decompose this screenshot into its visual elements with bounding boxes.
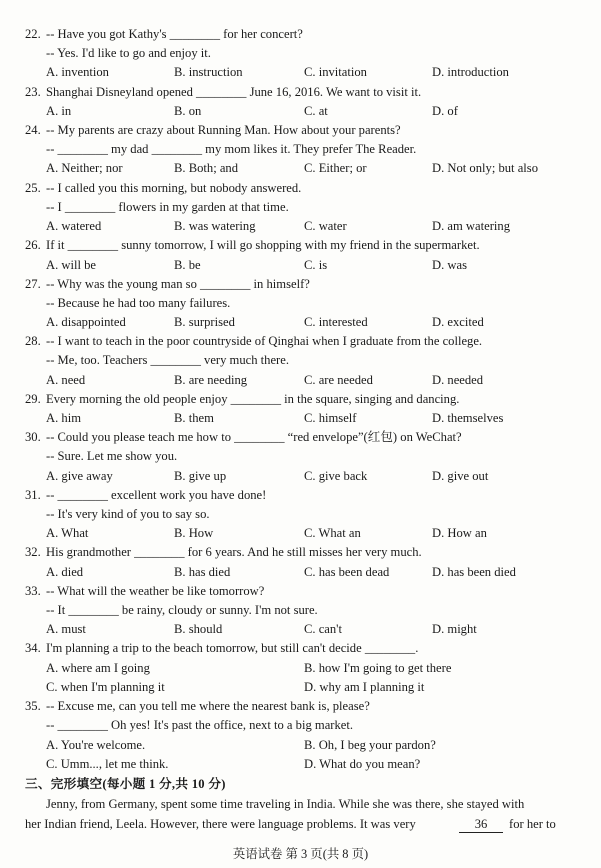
answer-option[interactable]: C. has been dead xyxy=(304,565,390,579)
answer-option[interactable]: A. died xyxy=(46,565,84,579)
answer-option[interactable]: A. where am I going xyxy=(46,661,150,675)
answer-option[interactable]: C. can't xyxy=(304,622,342,636)
question-stem: -- ________ excellent work you have done! xyxy=(46,488,267,502)
answer-option[interactable]: A. him xyxy=(46,411,81,425)
answer-option[interactable]: A. in xyxy=(46,104,72,118)
question-number: 31. xyxy=(25,488,41,502)
answer-option[interactable]: C. Umm..., let me think. xyxy=(46,757,169,771)
answer-option[interactable]: B. instruction xyxy=(174,65,243,79)
answer-option[interactable]: A. need xyxy=(46,373,86,387)
answer-option[interactable]: C. at xyxy=(304,104,328,118)
answer-option[interactable]: B. Both; and xyxy=(174,161,239,175)
question-number: 25. xyxy=(25,181,41,195)
answer-option[interactable]: B. how I'm going to get there xyxy=(304,661,452,675)
question-reply: -- Me, too. Teachers ________ very much there. xyxy=(46,353,289,367)
answer-option[interactable]: A. Neither; nor xyxy=(46,161,123,175)
answer-option[interactable]: B. them xyxy=(174,411,214,425)
answer-option[interactable]: B. was watering xyxy=(174,219,256,233)
answer-option[interactable]: C. invitation xyxy=(304,65,367,79)
answer-option[interactable]: B. has died xyxy=(174,565,231,579)
answer-option[interactable]: C. are needed xyxy=(304,373,373,387)
answer-option[interactable]: B. on xyxy=(174,104,202,118)
answer-option[interactable]: B. be xyxy=(174,258,201,272)
question-number: 29. xyxy=(25,392,41,406)
question-stem: If it ________ sunny tomorrow, I will go shopping with my friend in the supermarket. xyxy=(46,238,480,252)
question-number: 30. xyxy=(25,430,41,444)
question-reply: -- It's very kind of you to say so. xyxy=(46,507,210,521)
question-reply: -- It ________ be rainy, cloudy or sunny. I'm not sure. xyxy=(46,603,318,617)
answer-option[interactable]: B. How xyxy=(174,526,214,540)
question-stem: -- Could you please teach me how to ________ “red envelope”(红包) on WeChat? xyxy=(46,430,462,444)
answer-option[interactable]: B. should xyxy=(174,622,223,636)
answer-option[interactable]: C. give back xyxy=(304,469,368,483)
question-stem: Shanghai Disneyland opened ________ June 16, 2016. We want to visit it. xyxy=(46,85,422,99)
answer-option[interactable]: D. themselves xyxy=(432,411,504,425)
question-number: 27. xyxy=(25,277,41,291)
question-reply: -- ________ Oh yes! It's past the office, next to a big market. xyxy=(46,718,354,732)
answer-option[interactable]: C. What an xyxy=(304,526,361,540)
answer-option[interactable]: A. disappointed xyxy=(46,315,126,329)
answer-option[interactable]: A. What xyxy=(46,526,89,540)
answer-option[interactable]: D. needed xyxy=(432,373,484,387)
page-footer: 英语试卷 第 3 页(共 8 页) xyxy=(232,847,369,861)
question-stem: -- What will the weather be like tomorrow? xyxy=(46,584,265,598)
answer-option[interactable]: D. was xyxy=(432,258,467,272)
answer-option[interactable]: A. must xyxy=(46,622,86,636)
question-stem: -- I called you this morning, but nobody answered. xyxy=(46,181,302,195)
question-stem: I'm planning a trip to the beach tomorrow, but still can't decide ________. xyxy=(46,641,419,655)
question-stem: -- I want to teach in the poor countryside of Qinghai when I graduate from the college. xyxy=(46,334,483,348)
answer-option[interactable]: D. might xyxy=(432,622,477,636)
question-number: 35. xyxy=(25,699,41,713)
cloze-blank-36[interactable]: 36 xyxy=(459,816,503,833)
question-number: 26. xyxy=(25,238,41,252)
answer-option[interactable]: D. give out xyxy=(432,469,489,483)
question-number: 28. xyxy=(25,334,41,348)
answer-option[interactable]: C. himself xyxy=(304,411,357,425)
answer-option[interactable]: D. introduction xyxy=(432,65,509,79)
answer-option[interactable]: B. surprised xyxy=(174,315,235,329)
question-reply: -- Because he had too many failures. xyxy=(46,296,231,310)
answer-option[interactable]: D. Not only; but also xyxy=(432,161,538,175)
section-title: 三、完形填空(每小题 1 分,共 10 分) xyxy=(25,777,226,791)
answer-option[interactable]: A. will be xyxy=(46,258,97,272)
answer-option[interactable]: A. invention xyxy=(46,65,109,79)
question-stem: -- Excuse me, can you tell me where the nearest bank is, please? xyxy=(46,699,370,713)
question-stem: -- Why was the young man so ________ in himself? xyxy=(46,277,310,291)
answer-option[interactable]: D. why am I planning it xyxy=(304,680,425,694)
question-reply: -- Sure. Let me show you. xyxy=(46,449,178,463)
answer-option[interactable]: A. You're welcome. xyxy=(46,738,146,752)
question-stem: Every morning the old people enjoy ________ in the square, singing and dancing. xyxy=(46,392,460,406)
question-number: 22. xyxy=(25,27,41,41)
question-number: 34. xyxy=(25,641,41,655)
answer-option[interactable]: C. interested xyxy=(304,315,368,329)
answer-option[interactable]: D. has been died xyxy=(432,565,516,579)
question-number: 32. xyxy=(25,545,41,559)
answer-option[interactable]: A. give away xyxy=(46,469,113,483)
answer-option[interactable]: A. watered xyxy=(46,219,102,233)
answer-option[interactable]: C. when I'm planning it xyxy=(46,680,165,694)
question-reply: -- ________ my dad ________ my mom likes it. They prefer The Reader. xyxy=(46,142,417,156)
passage-line: Jenny, from Germany, spent some time traveling in India. While she was there, she stayed with xyxy=(46,797,525,811)
question-number: 23. xyxy=(25,85,41,99)
question-reply: -- I ________ flowers in my garden at that time. xyxy=(46,200,289,214)
answer-option[interactable]: C. is xyxy=(304,258,328,272)
answer-option[interactable]: B. Oh, I beg your pardon? xyxy=(304,738,436,752)
answer-option[interactable]: B. are needing xyxy=(174,373,248,387)
answer-option[interactable]: D. excited xyxy=(432,315,484,329)
passage-line: her Indian friend, Leela. However, there were language problems. It was very xyxy=(25,817,416,831)
answer-option[interactable]: D. What do you mean? xyxy=(304,757,421,771)
answer-option[interactable]: C. water xyxy=(304,219,347,233)
question-reply: -- Yes. I'd like to go and enjoy it. xyxy=(46,46,211,60)
answer-option[interactable]: D. How an xyxy=(432,526,487,540)
passage-line-end: for her to xyxy=(509,817,556,831)
answer-option[interactable]: C. Either; or xyxy=(304,161,367,175)
answer-option[interactable]: D. am watering xyxy=(432,219,510,233)
answer-option[interactable]: D. of xyxy=(432,104,458,118)
question-stem: -- Have you got Kathy's ________ for her concert? xyxy=(46,27,303,41)
question-number: 33. xyxy=(25,584,41,598)
question-number: 24. xyxy=(25,123,41,137)
answer-option[interactable]: B. give up xyxy=(174,469,227,483)
question-stem: His grandmother ________ for 6 years. And he still misses her very much. xyxy=(46,545,422,559)
question-stem: -- My parents are crazy about Running Man. How about your parents? xyxy=(46,123,401,137)
